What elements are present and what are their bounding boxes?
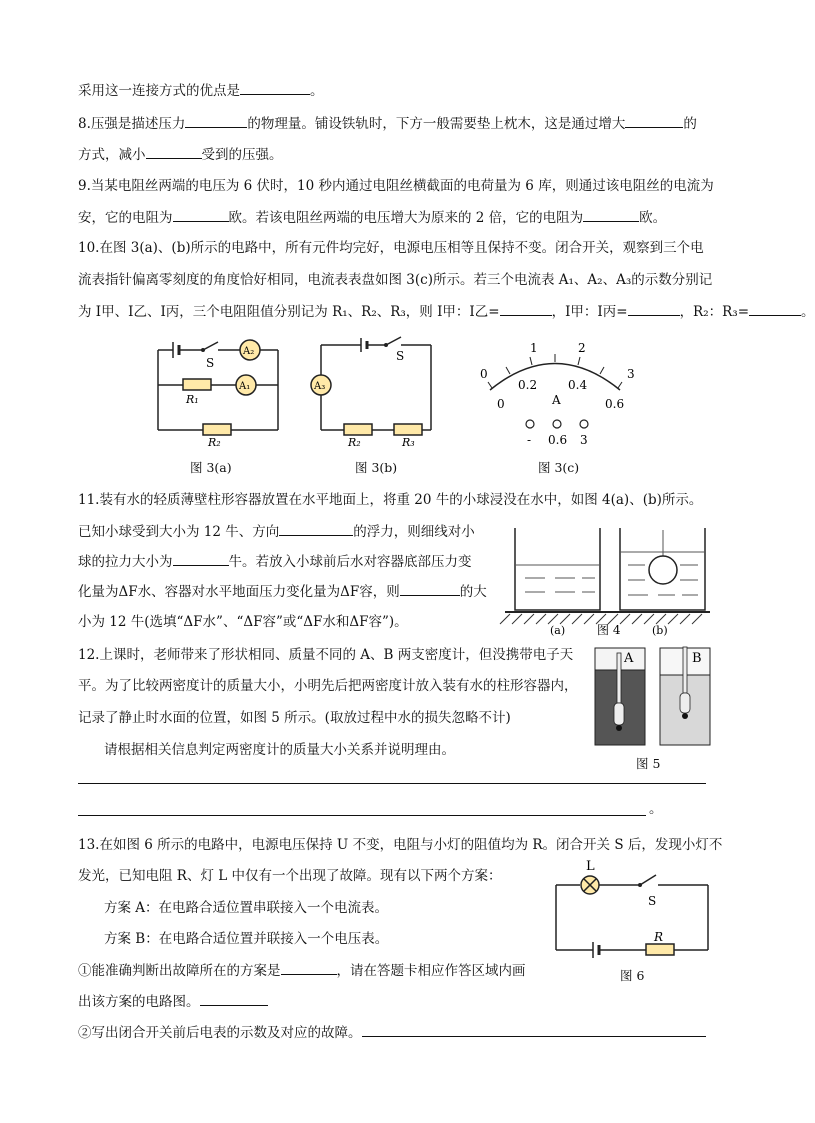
question-13-line6: 出该方案的电路图。 [78, 991, 268, 1012]
resistor-r3-label: R₃ [402, 436, 415, 449]
figure-caption: 图 3(b) [355, 460, 398, 475]
question-13-line7: ②写出闭合开关前后电表的示数及对应的故障。 [78, 1022, 706, 1043]
question-8-line1: 8.压强是描述压力 的物理量。铺设铁轨时，下方一般需要垫上枕木，这是通过增大 的 [78, 113, 697, 134]
meter-bottom-scale: 0.4 [568, 378, 588, 392]
meter-unit: A [552, 393, 561, 407]
meter-bottom-scale: 0.6 [605, 397, 625, 411]
question-8-line2: 方式，减小 受到的压强。 [78, 144, 283, 165]
container-figure-4 [500, 520, 710, 640]
meter-top-scale: 2 [578, 341, 586, 355]
meter-top-scale: 1 [530, 341, 538, 355]
question-10-line3: 为 I甲、I乙、I丙，三个电阻阻值分别记为 R₁、R₂、R₃，则 I甲：I乙= ，I甲：I丙= ，R₂：R₃= 。 [78, 301, 815, 322]
terminal-label: - [527, 433, 532, 447]
figure-caption: 图 3(c) [538, 460, 580, 475]
meter-bottom-scale: 0 [497, 397, 505, 411]
switch-label: S [206, 356, 215, 370]
resistor-r2-label: R₂ [348, 436, 361, 449]
circuit-figure-3b [306, 330, 441, 450]
question-12-line2: 平。为了比较两密度计的质量大小，小明先后把两密度计放入装有水的柱形容器内， [78, 678, 578, 694]
figure-caption: 图 6 [620, 968, 645, 983]
answer-line[interactable] [78, 815, 646, 816]
text-line: 采用这一连接方式的优点是 。 [78, 80, 324, 101]
ammeter-a2-label: A₂ [243, 346, 255, 357]
question-13-option-b: 方案 B：在电路合适位置并联接入一个电压表。 [104, 931, 389, 947]
question-13-line2: 发光，已知电阻 R、灯 L 中仅有一个出现了故障。现有以下两个方案： [78, 868, 502, 884]
figure-caption: 图 4 [597, 623, 621, 637]
question-11-line2: 已知小球受到大小为 12 牛、方向 的浮力，则细线对小 [78, 521, 475, 542]
answer-line[interactable] [78, 783, 706, 784]
answer-line-end: 。 [649, 801, 663, 817]
lamp-label: L [586, 859, 595, 874]
resistor-label: R [654, 930, 664, 944]
question-13-option-a: 方案 A：在电路合适位置串联接入一个电流表。 [104, 900, 389, 916]
ammeter-dial-figure [470, 332, 640, 452]
switch-label: S [648, 894, 657, 908]
circuit-figure-6 [548, 855, 716, 955]
hydrometer-figure-5 [592, 645, 717, 751]
figure-caption: 图 3(a) [190, 460, 232, 475]
question-10-line1: 10.在图 3(a)、(b)所示的电路中，所有元件均完好，电源电压相等且保持不变。闭合开关，观察到三个电 [78, 240, 704, 256]
figure-label: (b) [652, 624, 668, 637]
figure-caption: 图 5 [636, 756, 661, 771]
hydrometer-a-label: A [624, 651, 634, 666]
meter-bottom-scale: 0.2 [518, 378, 538, 392]
question-12-line4: 请根据相关信息判定两密度计的质量大小关系并说明理由。 [104, 742, 455, 758]
question-10-line2: 流表指针偏离零刻度的角度恰好相同，电流表表盘如图 3(c)所示。若三个电流表 A₁、A₂、A₃的示数分别记 [78, 272, 713, 288]
question-12-line3: 记录了静止时水面的位置，如图 5 所示。(取放过程中水的损失忽略不计) [78, 710, 511, 726]
hydrometer-b-label: B [692, 651, 702, 666]
resistor-r1-label: R₁ [186, 393, 199, 406]
ammeter-a1-label: A₁ [239, 381, 251, 392]
meter-top-scale: 3 [627, 367, 635, 381]
circuit-figure-3a [148, 330, 288, 450]
question-11-line1: 11.装有水的轻质薄壁柱形容器放置在水平地面上，将重 20 牛的小球浸没在水中，如图 4(a)、(b)所示。 [78, 492, 703, 508]
ammeter-a3-label: A₃ [314, 381, 326, 392]
question-11-line4: 化量为ΔF水、容器对水平地面压力变化量为ΔF容，则 的大 [78, 581, 487, 602]
figure-label: (a) [550, 624, 566, 637]
question-11-line5: 小为 12 牛(选填“ΔF水”、“ΔF容”或“ΔF水和ΔF容”)。 [78, 614, 408, 630]
question-11-line3: 球的拉力大小为 牛。若放入小球前后水对容器底部压力变 [78, 551, 472, 572]
meter-top-scale: 0 [480, 367, 488, 381]
question-13-line1: 13.在如图 6 所示的电路中，电源电压保持 U 不变，电阻与小灯的阻值均为 R。闭合开关 S 后，发现小灯不 [78, 837, 723, 853]
switch-label: S [396, 349, 405, 363]
terminal-label: 0.6 [548, 433, 568, 447]
question-9-line2: 安，它的电阻为 欧。若该电阻丝两端的电压增大为原来的 2 倍，它的电阻为 欧。 [78, 207, 666, 228]
resistor-r2-label: R₂ [208, 436, 221, 449]
question-12-line1: 12.上课时，老师带来了形状相同、质量不同的 A、B 两支密度计，但没携带电子天 [78, 647, 574, 663]
terminal-label: 3 [580, 433, 588, 447]
question-9-line1: 9.当某电阻丝两端的电压为 6 伏时，10 秒内通过电阻丝横截面的电荷量为 6 库，则通过该电阻丝的电流为 [78, 178, 714, 194]
question-13-line5: ①能准确判断出故障所在的方案是 ，请在答题卡相应作答区域内画 [78, 960, 526, 981]
